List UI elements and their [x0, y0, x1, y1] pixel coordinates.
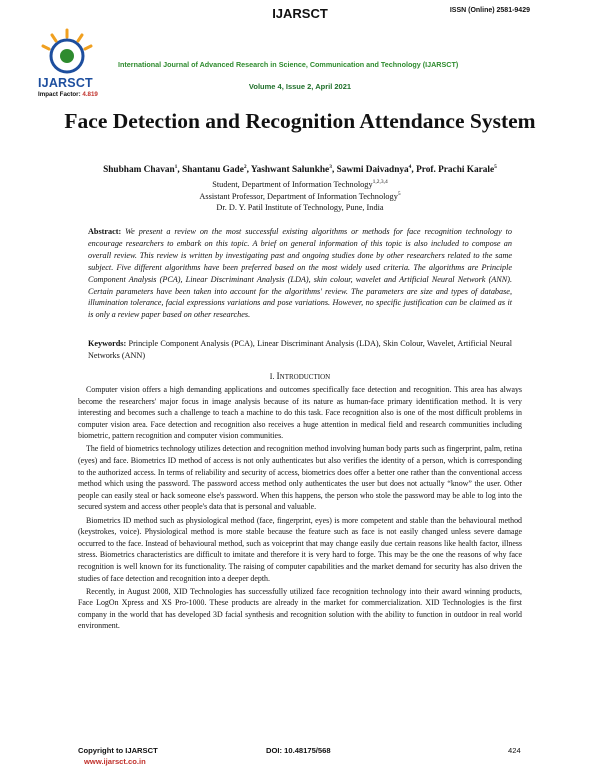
abstract-label: Abstract: — [88, 227, 122, 236]
body-paragraph: Biometrics ID method such as physiological method (face, fingerprint, eyes) is more competent and stable than the behavioural method (keystrokes, voice). Physiological method is more stable because the feature such as face is not easily changed unless severe damage occurred to the face. Instead of behavioural method, such as voiceprint that may change easily due certain reasons like health factor, illness stress. Biometrics characteristics are difficult to imitate and therefore it is very hard to forge. This may be the one the reasons of why face recognition is well known for its functionality. The raising of computer capabilities and the market demand for security has also driven the studies of face detection and recognition into a deeper depth. — [78, 515, 522, 583]
footer-copyright: Copyright to IJARSCT — [78, 746, 158, 755]
footer-doi: DOI: 10.48175/568 — [266, 746, 331, 755]
body-paragraph: The field of biometrics technology utilizes detection and recognition method involving human body parts such as fingerprint, palm, retina (eyes) and face. Biometrics ID method of access is not only authenticates but also verifies the identity of a person, which is corresponding to the authorized access. In terms of reliability and security of access, biometrics does offer a better one rather than the conventional access method which using the password. The password access method only authenticates the user but does not actually “know” the user. Other people can easily steal or hack someone else's password. When this happens, the person who stole the password may be able to log into the secured system and access other people's data that is personal and valuable. — [78, 444, 522, 512]
keywords — [88, 338, 512, 362]
impact-factor-value: 4.819 — [82, 91, 98, 98]
journal-full-name: International Journal of Advanced Research in Science, Communication and Technology (IJARSCT) — [118, 60, 459, 69]
affiliation-student: Student, Department of Information Technology$^{1,2,3,4}$ — [212, 179, 388, 189]
body-paragraph: Recently, in August 2008, XID Technologies has successfully utilized face recognition technology into their award winning products, Face LogOn Xpress and XS Pro-1000. These products are already in the market for commercialization. XID Technologies is the first company in the world that has developed 3D facial synthesis and recognition solution with the ability to function in outdoor in real world environment. — [78, 586, 522, 631]
issn-label: ISSN (Online) 2581-9429 — [449, 7, 530, 14]
affiliation-professor: Assistant Professor, Department of Information Technology$^5$ — [199, 191, 401, 201]
keywords-text: Principle Component Analysis (PCA), Linear Discriminant Analysis (LDA), Skin Colour, Wavelet, Artificial Neural Networks (ANN) — [88, 339, 513, 360]
keywords-label: Keywords: — [88, 339, 127, 348]
abstract-text: We present a review on the most successful existing algorithms or methods for face recognition technology to encourage researchers to embark on this topic. A brief on general information of this topic is also included to compose an overall review. This review is written by investigating past and ongoing studies done by other researchers related to the same subject. Five different algorithms have been preferred based on the most widely used criteria. The algorithms are Principle Component Analysis (PCA), Linear Discriminant Analysis (LDA), skin colour, wavelet and Artificial Neural Network (ANN). Certain parameters have been taken into account for the algorithms' review. The parameters are size and types of database, illumination tolerance, facial expressions variations and pose variations. However, no specific justification can be claimed as it is only a review paper based on other researches. — [88, 227, 512, 320]
abstract — [88, 226, 512, 321]
section-heading-introduction: I. INTRODUCTION — [269, 372, 331, 382]
page-number: 424 — [508, 746, 521, 755]
author-name: Sawmi Daivadnya — [336, 165, 409, 176]
volume-issue: Volume 4, Issue 2, April 2021 — [248, 82, 352, 91]
paper-title: Face Detection and Recognition Attendance System — [64, 109, 536, 133]
introduction-body — [78, 384, 522, 633]
logo-wordmark: IJARSCT — [38, 76, 93, 90]
body-paragraph: Computer vision offers a high demanding applications and outcomes specifically face detection and recognition. This area has always become the researchers' major focus in image analysis because of its nature as human-face primary identification method. It is very interesting and becomes such a challenge to teach a machine to do this task. Face recognition also is one of the most difficult problems in computer vision area. Face detection and recognition also receives a huge attention in medical field and research communities including biometric, pattern recognition and computer vision communities. — [78, 385, 522, 441]
author-name: Prof. Prachi Karale — [416, 165, 495, 176]
journal-short-name: IJARSCT — [272, 6, 328, 21]
author-name: Yashwant Salunkhe — [250, 165, 330, 176]
footer-website: www.ijarsct.co.in — [84, 757, 146, 766]
author-name: Shantanu Gade — [182, 165, 244, 176]
impact-factor: Impact Factor: 4.819 — [38, 91, 98, 98]
affiliation-institute: Dr. D. Y. Patil Institute of Technology, Pune, India — [216, 203, 384, 212]
journal-logo — [36, 26, 98, 78]
author-name: Shubham Chavan — [103, 165, 175, 176]
author-list: Shubham Chavan$^1$, Shantanu Gade$^2$, Yashwant Salunkhe$^3$, Sawmi Daivadnya$^4$, Prof. Prachi Karale$^5$ — [103, 164, 497, 176]
